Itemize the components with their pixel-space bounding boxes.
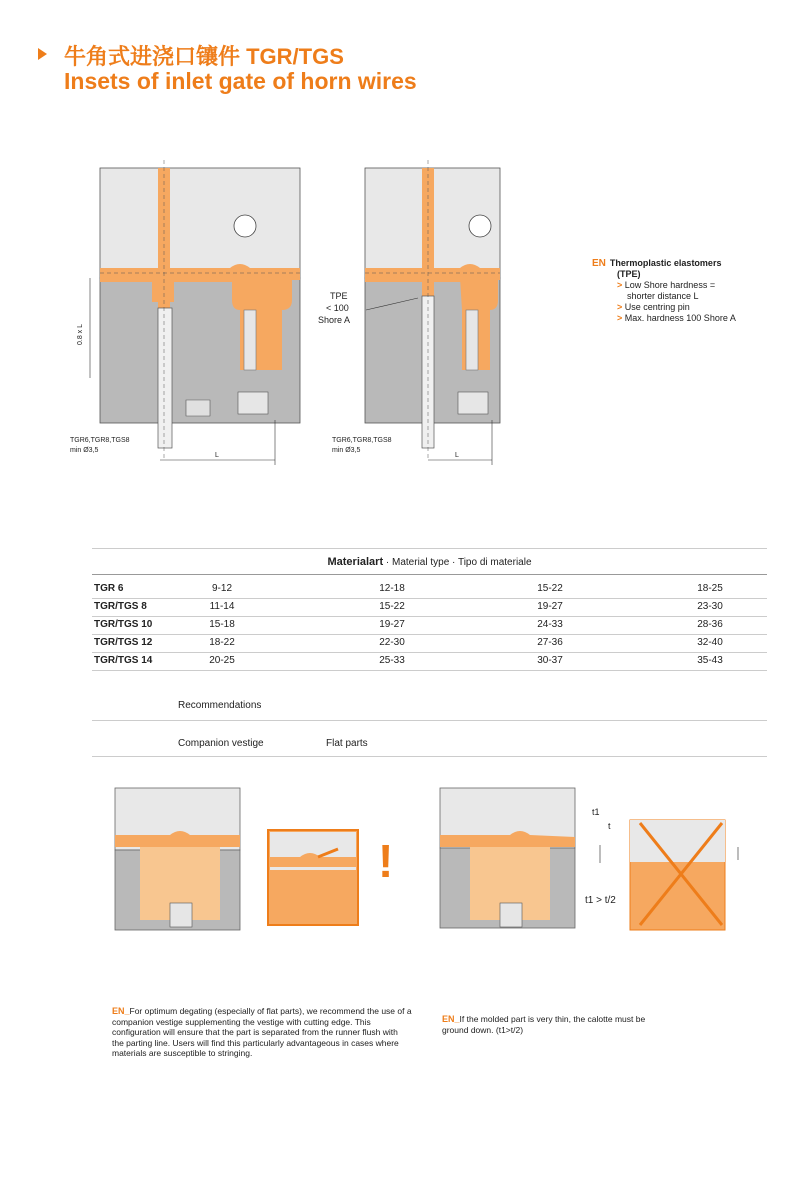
table-divider [92, 720, 767, 721]
bottom-left-note [112, 1006, 412, 1059]
bottom-right-note [442, 1014, 652, 1035]
bullet-arrow-icon [38, 48, 47, 60]
row-name: TGR/TGS 10 [94, 619, 153, 630]
table-divider [92, 756, 767, 757]
cell: 27-36 [537, 637, 563, 648]
companion-vestige-label: Companion vestige [178, 738, 264, 749]
tpe-side-note [592, 258, 736, 324]
L-left-label: L [215, 452, 219, 459]
flat-parts-label: Flat parts [326, 738, 368, 749]
shore-label: Shore A [318, 315, 351, 325]
cell: 18-22 [209, 637, 235, 648]
cell: 12-18 [379, 583, 405, 594]
min-left-label: min Ø3,5 [70, 447, 99, 454]
note-title-2: (TPE) [617, 269, 641, 279]
cell: 15-22 [379, 601, 405, 612]
lt100-label: < 100 [326, 303, 349, 313]
table-divider [92, 574, 767, 575]
flat-parts-diagram [440, 788, 738, 930]
en-tag: EN_ [442, 1014, 460, 1024]
cell: 15-18 [209, 619, 235, 630]
cell: 20-25 [209, 655, 235, 666]
bottom-left-text: For optimum degating (especially of flat parts), we recommend the use of a companion vestige supplementing the vestige with cutting edge. This configuration will ensure that the part is separated from the runner flush with the parting line. Users will find this particularly advantageous in cases where materials are susceptible to stringing. [112, 1006, 412, 1058]
cell: 19-27 [379, 619, 405, 630]
table-heading [92, 556, 767, 568]
min-right-label: min Ø3,5 [332, 447, 361, 454]
note-item-1-cont: shorter distance L [627, 291, 699, 301]
cell: 23-30 [697, 601, 723, 612]
cell: 11-14 [209, 601, 235, 612]
row-name: TGR/TGS 14 [94, 655, 153, 666]
note-item-1: > Low Shore hardness = [627, 280, 736, 291]
cell: 28-36 [697, 619, 723, 630]
dim-08L-label: 0.8 x L [77, 323, 84, 345]
cell: 22-30 [379, 637, 405, 648]
table-divider [92, 670, 767, 671]
tpe-label: TPE [330, 291, 348, 301]
cell: 15-22 [537, 583, 563, 594]
material-table [92, 548, 767, 758]
cell: 9-12 [211, 583, 232, 594]
cell: 30-37 [537, 655, 563, 666]
left-diagram [70, 160, 300, 465]
recommendations-label: Recommendations [178, 700, 262, 711]
models-right-label: TGR6,TGR8,TGS8 [332, 437, 392, 444]
table-row [92, 616, 767, 634]
t1-gt-label: t1 > t/2 [585, 895, 616, 906]
cell: 25-33 [379, 655, 405, 666]
cell: 19-27 [537, 601, 563, 612]
table-row [92, 652, 767, 670]
recommendation-diagrams [110, 785, 760, 945]
note-item-2: > Use centring pin [627, 302, 736, 313]
row-name: TGR 6 [94, 583, 124, 594]
heading-rest: · Material type · Tipo di materiale [383, 557, 532, 568]
table-row [92, 598, 767, 616]
warning-icon-left: ! [378, 835, 394, 887]
table-divider [92, 548, 767, 549]
bottom-right-text: If the molded part is very thin, the calotte must be ground down. (t1>t/2) [442, 1014, 646, 1035]
row-name: TGR/TGS 8 [94, 601, 147, 612]
note-title-1: Thermoplastic elastomers [609, 258, 722, 268]
table-row [92, 580, 767, 598]
models-left-label: TGR6,TGR8,TGS8 [70, 437, 130, 444]
cell: 32-40 [697, 637, 723, 648]
page-title-cn: 牛角式进浇口镶件 TGR/TGS [64, 44, 344, 69]
heading-bold: Materialart [327, 556, 384, 568]
cell: 24-33 [537, 619, 563, 630]
row-name: TGR/TGS 12 [94, 637, 153, 648]
en-tag: EN [592, 258, 606, 269]
t-label: t [608, 821, 611, 831]
cell: 35-43 [697, 655, 723, 666]
en-tag: EN_ [112, 1006, 130, 1016]
right-diagram [318, 160, 500, 465]
gate-insert-diagrams [60, 160, 520, 470]
L-right-label: L [455, 452, 459, 459]
note-item-3: > Max. hardness 100 Shore A [627, 313, 736, 324]
cell: 18-25 [697, 583, 723, 594]
t1-label: t1 [592, 807, 600, 817]
table-row [92, 634, 767, 652]
page-title-en: Insets of inlet gate of horn wires [64, 68, 417, 94]
companion-vestige-diagram [115, 788, 393, 930]
